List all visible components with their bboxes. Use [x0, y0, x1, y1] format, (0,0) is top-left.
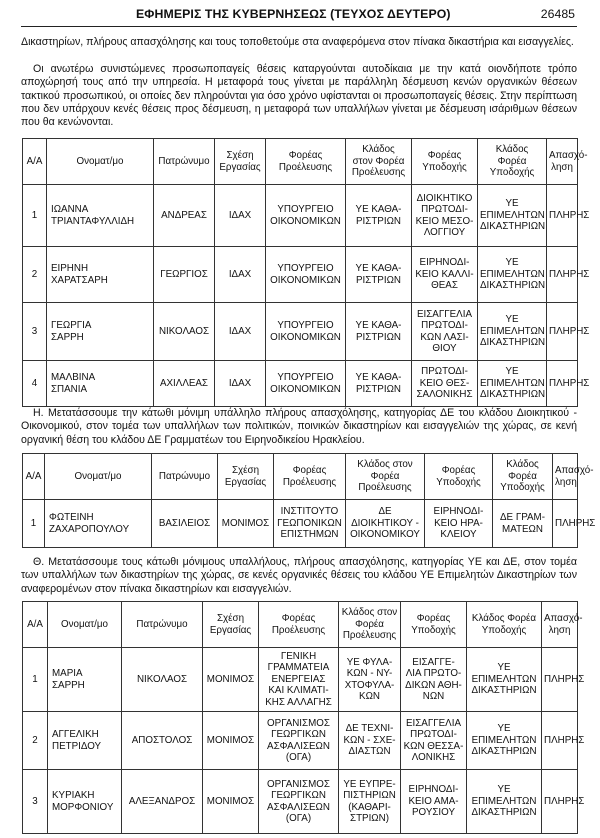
gazette-title: ΕΦΗΜΕΡΙΣ ΤΗΣ ΚΥΒΕΡΝΗΣΕΩΣ (ΤΕΥΧΟΣ ΔΕΥΤΕΡΟ)	[136, 7, 451, 21]
table-cell: 2	[23, 247, 47, 303]
column-header: Πατρώνυμο	[122, 602, 203, 648]
table-cell: ΕΙΣΑΓΓΕΛΙΑ ΠΡΩΤΟΔΙ- ΚΩΝ ΘΕΣΣΑ- ΛΟΝΙΚΗΣ	[401, 712, 467, 770]
table-cell: ΑΓΓΕΛΙΚΗ ΠΕΤΡΙΔΟΥ	[48, 712, 122, 770]
table-row	[23, 770, 578, 834]
table-cell: ΙΔΑΧ	[215, 185, 266, 247]
table-cell: ΕΙΣΑΓΓΕ- ΛΙΑ ΠΡΩΤΟ- ΔΙΚΩΝ ΑΘΗ- ΝΩΝ	[401, 648, 467, 712]
column-header: Σχέση Εργασίας	[203, 602, 259, 648]
column-header: Φορέας Προέλευσης	[266, 139, 346, 185]
table-cell: ΜΟΝΙΜΟΣ	[203, 712, 259, 770]
table-cell: ΥΕ ΕΠΙΜΕΛΗΤΩΝ ΔΙΚΑΣΤΗΡΙΩΝ	[478, 361, 547, 407]
table-cell: ΑΠΟΣΤΟΛΟΣ	[122, 712, 203, 770]
table-header-row	[23, 454, 578, 500]
column-header: Απασχό- ληση	[542, 602, 578, 648]
column-header: Κλάδος στον Φορέα Προέλευσης	[346, 454, 425, 500]
column-header: Σχέση Εργασίας	[218, 454, 274, 500]
table-cell: ΓΕΩΡΓΙΟΣ	[154, 247, 215, 303]
table-cell: ΕΙΡΗΝΟΔΙ- ΚΕΙΟ ΑΜΑ- ΡΟΥΣΙΟΥ	[401, 770, 467, 834]
table-cell: ΠΛΗΡΗΣ	[553, 500, 578, 548]
table-cell: ΕΙΡΗΝΗ ΧΑΡΑΤΣΑΡΗ	[47, 247, 154, 303]
table-cell: ΕΙΣΑΓΓΕΛΙΑ ΠΡΩΤΟΔΙ- ΚΩΝ ΛΑΣΙ- ΘΙΟΥ	[412, 303, 478, 361]
table-cell: ΙΔΑΧ	[215, 361, 266, 407]
table-row	[23, 303, 578, 361]
column-header: Ονοματ/μο	[48, 602, 122, 648]
column-header: Κλάδος Φορέα Υποδοχής	[467, 602, 542, 648]
column-header: Κλάδος στον Φορέα Προέλευσης	[339, 602, 401, 648]
table-cell: ΙΔΑΧ	[215, 247, 266, 303]
paragraph-section-th: Θ. Μετατάσσουμε τους κάτωθι μόνιμους υπαλλήλους, πλήρους απασχόλησης, κατηγορίας ΥΕ και ΔΕ, στον τομέα των υπαλλήλων των δικαστηρίων της χώρας, σε κενές οργανικές θέσεις του κλάδου ΥΕ Επιμελητών Δικαστηρίων των αναφερομένων στον πίνακα δικαστηρίων και εισαγγελιών.	[21, 556, 577, 595]
column-header: Πατρώνυμο	[152, 454, 218, 500]
column-header: Φορέας Προέλευσης	[259, 602, 339, 648]
table-cell: ΑΝΔΡΕΑΣ	[154, 185, 215, 247]
table-cell: ΥΕ ΚΑΘΑ- ΡΙΣΤΡΙΩΝ	[346, 185, 412, 247]
column-header: Πατρώνυμο	[154, 139, 215, 185]
column-header: Σχέση Εργασίας	[215, 139, 266, 185]
table-cell: ΥΠΟΥΡΓΕΙΟ ΟΙΚΟΝΟΜΙΚΩΝ	[266, 303, 346, 361]
table-cell: ΥΕ ΕΠΙΜΕΛΗΤΩΝ ΔΙΚΑΣΤΗΡΙΩΝ	[467, 648, 542, 712]
table-cell: ΕΙΡΗΝΟΔΙ- ΚΕΙΟ ΚΑΛΛΙ- ΘΕΑΣ	[412, 247, 478, 303]
table-cell: ΜΑΛΒΙΝΑ ΣΠΑΝΙΑ	[47, 361, 154, 407]
table-cell: ΙΔΑΧ	[215, 303, 266, 361]
table-cell: ΝΙΚΟΛΑΟΣ	[154, 303, 215, 361]
table-row	[23, 500, 578, 548]
transfer-table-1	[22, 138, 590, 407]
page-number: 26485	[540, 7, 575, 21]
table-cell: ΥΕ ΚΑΘΑ- ΡΙΣΤΡΙΩΝ	[346, 303, 412, 361]
column-header: Κλάδος Φορέα Υποδοχής	[493, 454, 553, 500]
table-row	[23, 361, 578, 407]
table-cell: ΝΙΚΟΛΑΟΣ	[122, 648, 203, 712]
paragraph-positions: Οι ανωτέρω συνιστώμενες προσωποπαγείς θέσεις καταργούνται αυτοδίκαια με την κατά οιονδήποτε τρόπο αποχώρησή τους από την υπηρεσία. Η μεταφορά τους γίνεται με παράλληλη δέσμευση κενών οργανικών θέσεων τακτικού προσωπικού, οι οποίες δεν πληρούνται για όσο χρόνο υφίστανται οι προσωποπαγείς θέσεις. Στην περίπτωση που δεν υπάρχουν κενές θέσεις προς δέσμευση, η μεταφορά των υπαλλήλων γίνεται με δέσμευση ισάριθμων θέσεων που θα κενώνονται.	[21, 63, 577, 129]
transfer-table-2	[22, 453, 596, 548]
table-cell: 4	[23, 361, 47, 407]
column-header: Απασχό- ληση	[547, 139, 578, 185]
column-header: Φορέας Υποδοχής	[425, 454, 493, 500]
table-cell: ΥΠΟΥΡΓΕΙΟ ΟΙΚΟΝΟΜΙΚΩΝ	[266, 247, 346, 303]
table-cell: ΑΧΙΛΛΕΑΣ	[154, 361, 215, 407]
table-cell: ΥΕ ΕΠΙΜΕΛΗΤΩΝ ΔΙΚΑΣΤΗΡΙΩΝ	[478, 247, 547, 303]
transfer-table-3	[22, 601, 585, 834]
table-cell: ΑΛΕΞΑΝΔΡΟΣ	[122, 770, 203, 834]
table-cell: ΠΡΩΤΟΔΙ- ΚΕΙΟ ΘΕΣ- ΣΑΛΟΝΙΚΗΣ	[412, 361, 478, 407]
table-header-row	[23, 139, 578, 185]
column-header: Φορέας Προέλευσης	[274, 454, 346, 500]
column-header: Φορέας Υποδοχής	[412, 139, 478, 185]
table-cell: ΥΠΟΥΡΓΕΙΟ ΟΙΚΟΝΟΜΙΚΩΝ	[266, 185, 346, 247]
table-cell: ΠΛΗΡΗΣ	[542, 770, 578, 834]
table-row	[23, 185, 578, 247]
table-cell: ΔΙΟΙΚΗΤΙΚΟ ΠΡΩΤΟΔΙ- ΚΕΙΟ ΜΕΣΟ- ΛΟΓΓΙΟΥ	[412, 185, 478, 247]
column-header: Ονοματ/μο	[45, 454, 152, 500]
table-cell: ΥΕ ΕΥΠΡΕ- ΠΙΣΤΗΡΙΩΝ (ΚΑΘΑΡΙ- ΣΤΡΙΩΝ)	[339, 770, 401, 834]
table-cell: ΜΟΝΙΜΟΣ	[203, 770, 259, 834]
table-cell: ΥΕ ΦΥΛΑ- ΚΩΝ - ΝΥ- ΧΤΟΦΥΛΑ- ΚΩΝ	[339, 648, 401, 712]
page-header	[21, 4, 577, 27]
column-header: Α/Α	[23, 139, 47, 185]
table-cell: ΔΕ ΔΙΟΙΚΗΤΙΚΟΥ - ΟΙΚΟΝΟΜΙΚΟΥ	[346, 500, 425, 548]
table-header-row	[23, 602, 578, 648]
column-header: Κλάδος στον Φορέα Προέλευσης	[346, 139, 412, 185]
table-cell: 2	[23, 712, 48, 770]
table-cell: ΠΛΗΡΗΣ	[542, 712, 578, 770]
table-cell: ΙΝΣΤΙΤΟΥΤΟ ΓΕΩΠΟΝΙΚΩΝ ΕΠΙΣΤΗΜΩΝ	[274, 500, 346, 548]
table-cell: 1	[23, 500, 45, 548]
table-cell: ΥΠΟΥΡΓΕΙΟ ΟΙΚΟΝΟΜΙΚΩΝ	[266, 361, 346, 407]
table-cell: ΜΟΝΙΜΟΣ	[203, 648, 259, 712]
table-cell: ΠΛΗΡΗΣ	[542, 648, 578, 712]
table-row	[23, 648, 578, 712]
column-header: Α/Α	[23, 454, 45, 500]
table-cell: ΓΕΝΙΚΗ ΓΡΑΜΜΑΤΕΙΑ ΕΝΕΡΓΕΙΑΣ ΚΑΙ ΚΛΙΜΑΤΙ- ΚΗΣ ΑΛΛΑΓΗΣ	[259, 648, 339, 712]
column-header: Ονοματ/μο	[47, 139, 154, 185]
table-cell: ΔΕ ΓΡΑΜ- ΜΑΤΕΩΝ	[493, 500, 553, 548]
paragraph-section-h: Η. Μετατάσσουμε την κάτωθι μόνιμη υπάλληλο πλήρους απασχόλησης, κατηγορίας ΔΕ του κλάδου Διοικητικού - Οικονομικού, στον τομέα των υπαλλήλων των πολιτικών, ποινικών δικαστηρίων και εισαγγελιών της χώρας, σε κενή οργανική θέση του κλάδου ΔΕ Γραμματέων του Ειρηνοδικείου Ηρακλείου.	[21, 407, 577, 446]
table-cell: ΜΑΡΙΑ ΣΑΡΡΗ	[48, 648, 122, 712]
table-cell: ΠΛΗΡΗΣ	[547, 361, 578, 407]
table-cell: ΥΕ ΕΠΙΜΕΛΗΤΩΝ ΔΙΚΑΣΤΗΡΙΩΝ	[467, 712, 542, 770]
table-cell: ΚΥΡΙΑΚΗ ΜΟΡΦΟΝΙΟΥ	[48, 770, 122, 834]
table-cell: ΥΕ ΚΑΘΑ- ΡΙΣΤΡΙΩΝ	[346, 361, 412, 407]
table-cell: ΜΟΝΙΜΟΣ	[218, 500, 274, 548]
table-row	[23, 712, 578, 770]
table-cell: ΥΕ ΕΠΙΜΕΛΗΤΩΝ ΔΙΚΑΣΤΗΡΙΩΝ	[467, 770, 542, 834]
table-cell: ΒΑΣΙΛΕΙΟΣ	[152, 500, 218, 548]
column-header: Απασχό- ληση	[553, 454, 578, 500]
table-cell: ΠΛΗΡΗΣ	[547, 303, 578, 361]
table-cell: 1	[23, 648, 48, 712]
table-cell: ΠΛΗΡΗΣ	[547, 185, 578, 247]
table-row	[23, 247, 578, 303]
paragraph-continuation: Δικαστηρίων, πλήρους απασχόλησης και τους τοποθετούμε στα αναφερόμενα στον πίνακα δικαστήρια και εισαγγελίες.	[21, 36, 574, 48]
table-cell: 3	[23, 770, 48, 834]
column-header: Α/Α	[23, 602, 48, 648]
table-cell: ΟΡΓΑΝΙΣΜΟΣ ΓΕΩΡΓΙΚΩΝ ΑΣΦΑΛΙΣΕΩΝ (ΟΓΑ)	[259, 770, 339, 834]
table-cell: ΙΩΑΝΝΑ ΤΡΙΑΝΤΑΦΥΛΛΙΔΗ	[47, 185, 154, 247]
column-header: Κλάδος Φορέα Υποδοχής	[478, 139, 547, 185]
table-cell: ΥΕ ΕΠΙΜΕΛΗΤΩΝ ΔΙΚΑΣΤΗΡΙΩΝ	[478, 303, 547, 361]
table-cell: ΔΕ ΤΕΧΝΙ- ΚΩΝ - ΣΧΕ- ΔΙΑΣΤΩΝ	[339, 712, 401, 770]
table-cell: ΠΛΗΡΗΣ	[547, 247, 578, 303]
table-cell: ΥΕ ΚΑΘΑ- ΡΙΣΤΡΙΩΝ	[346, 247, 412, 303]
table-cell: 3	[23, 303, 47, 361]
table-cell: 1	[23, 185, 47, 247]
table-cell: ΕΙΡΗΝΟΔΙ- ΚΕΙΟ ΗΡΑ- ΚΛΕΙΟΥ	[425, 500, 493, 548]
column-header: Φορέας Υποδοχής	[401, 602, 467, 648]
table-cell: ΦΩΤΕΙΝΗ ΖΑΧΑΡΟΠΟΥΛΟΥ	[45, 500, 152, 548]
table-cell: ΓΕΩΡΓΙΑ ΣΑΡΡΗ	[47, 303, 154, 361]
table-cell: ΟΡΓΑΝΙΣΜΟΣ ΓΕΩΡΓΙΚΩΝ ΑΣΦΑΛΙΣΕΩΝ (ΟΓΑ)	[259, 712, 339, 770]
table-cell: ΥΕ ΕΠΙΜΕΛΗΤΩΝ ΔΙΚΑΣΤΗΡΙΩΝ	[478, 185, 547, 247]
